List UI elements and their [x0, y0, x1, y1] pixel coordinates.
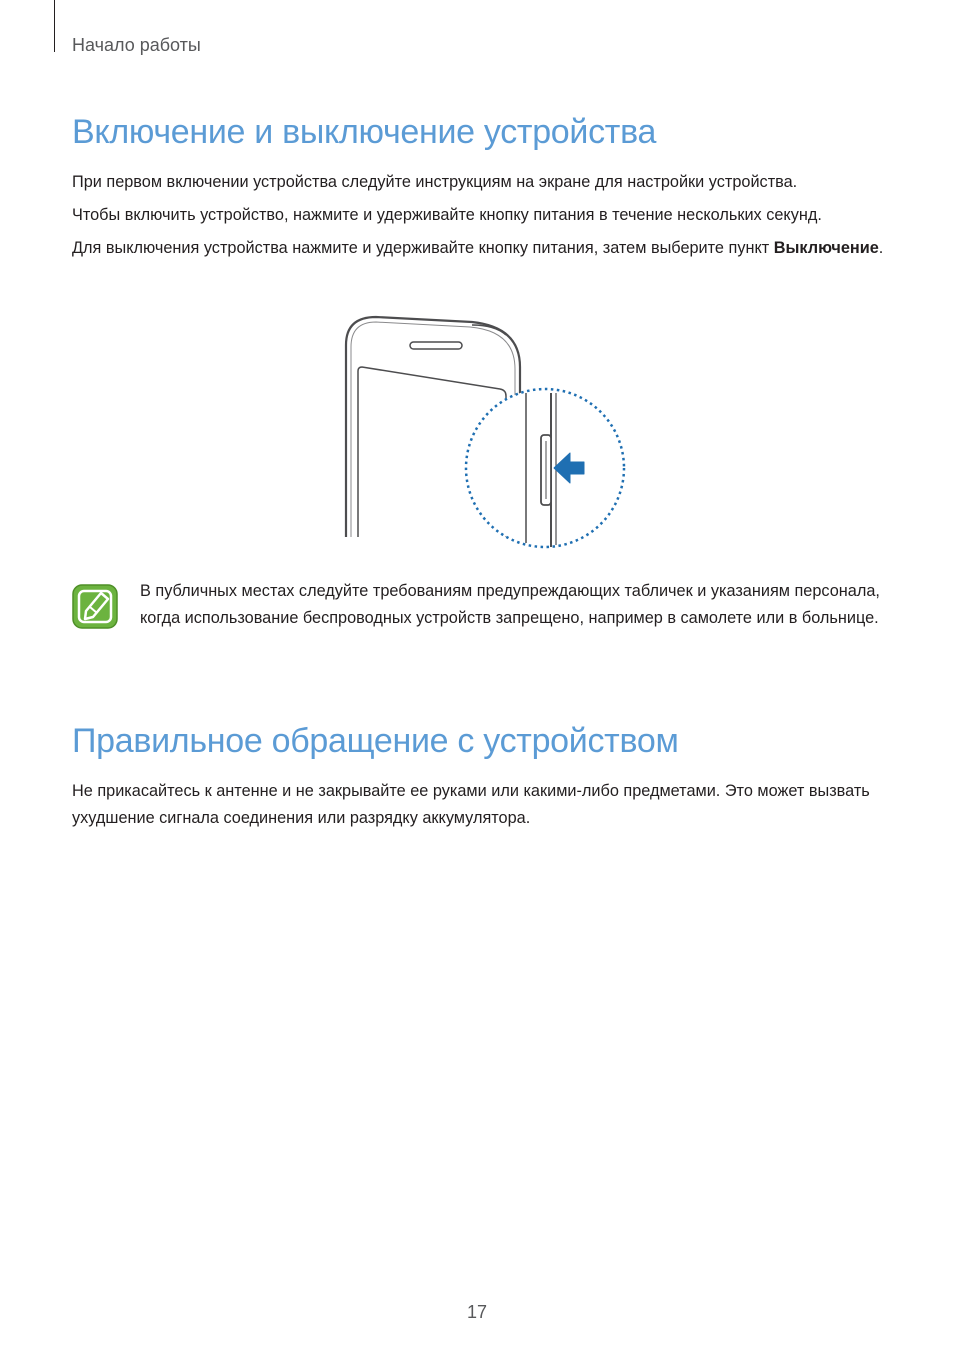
- device-power-key-illustration: [330, 305, 640, 555]
- page-margin-rule: [54, 0, 55, 52]
- section-title-handling: Правильное обращение с устройством: [72, 722, 679, 760]
- paragraph-antenna: Не прикасайтесь к антенне и не закрывайте ее руками или какими-либо предметами. Это может вызвать ухудшение сигнала соединения или разрядку аккумулятора.: [72, 782, 870, 827]
- paragraph-power-off-end: .: [878, 239, 884, 257]
- page-number: 17: [466, 1302, 488, 1322]
- note-pencil-icon: [71, 583, 119, 630]
- earpiece-speaker: [410, 342, 462, 349]
- section-title-power: Включение и выключение устройства: [72, 113, 657, 151]
- paragraph-power-off-text: Для выключения устройства нажмите и удерживайте кнопку питания, затем выберите пункт: [72, 239, 774, 257]
- paragraph-first-power-on: При первом включении устройства следуйте инструкциям на экране для настройки устройства.: [72, 173, 798, 191]
- paragraph-power-on: Чтобы включить устройство, нажмите и удерживайте кнопку питания в течение нескольких секунд.: [72, 206, 822, 224]
- running-header: Начало работы: [72, 35, 201, 55]
- note-text: В публичных местах следуйте требованиям предупреждающих табличек и указаниям персонала, когда использование беспроводных устройств запрещено, например в самолете или в больнице.: [140, 582, 880, 627]
- paragraph-power-off: [72, 235, 892, 262]
- power-off-menu-item: Выключение: [773, 239, 879, 257]
